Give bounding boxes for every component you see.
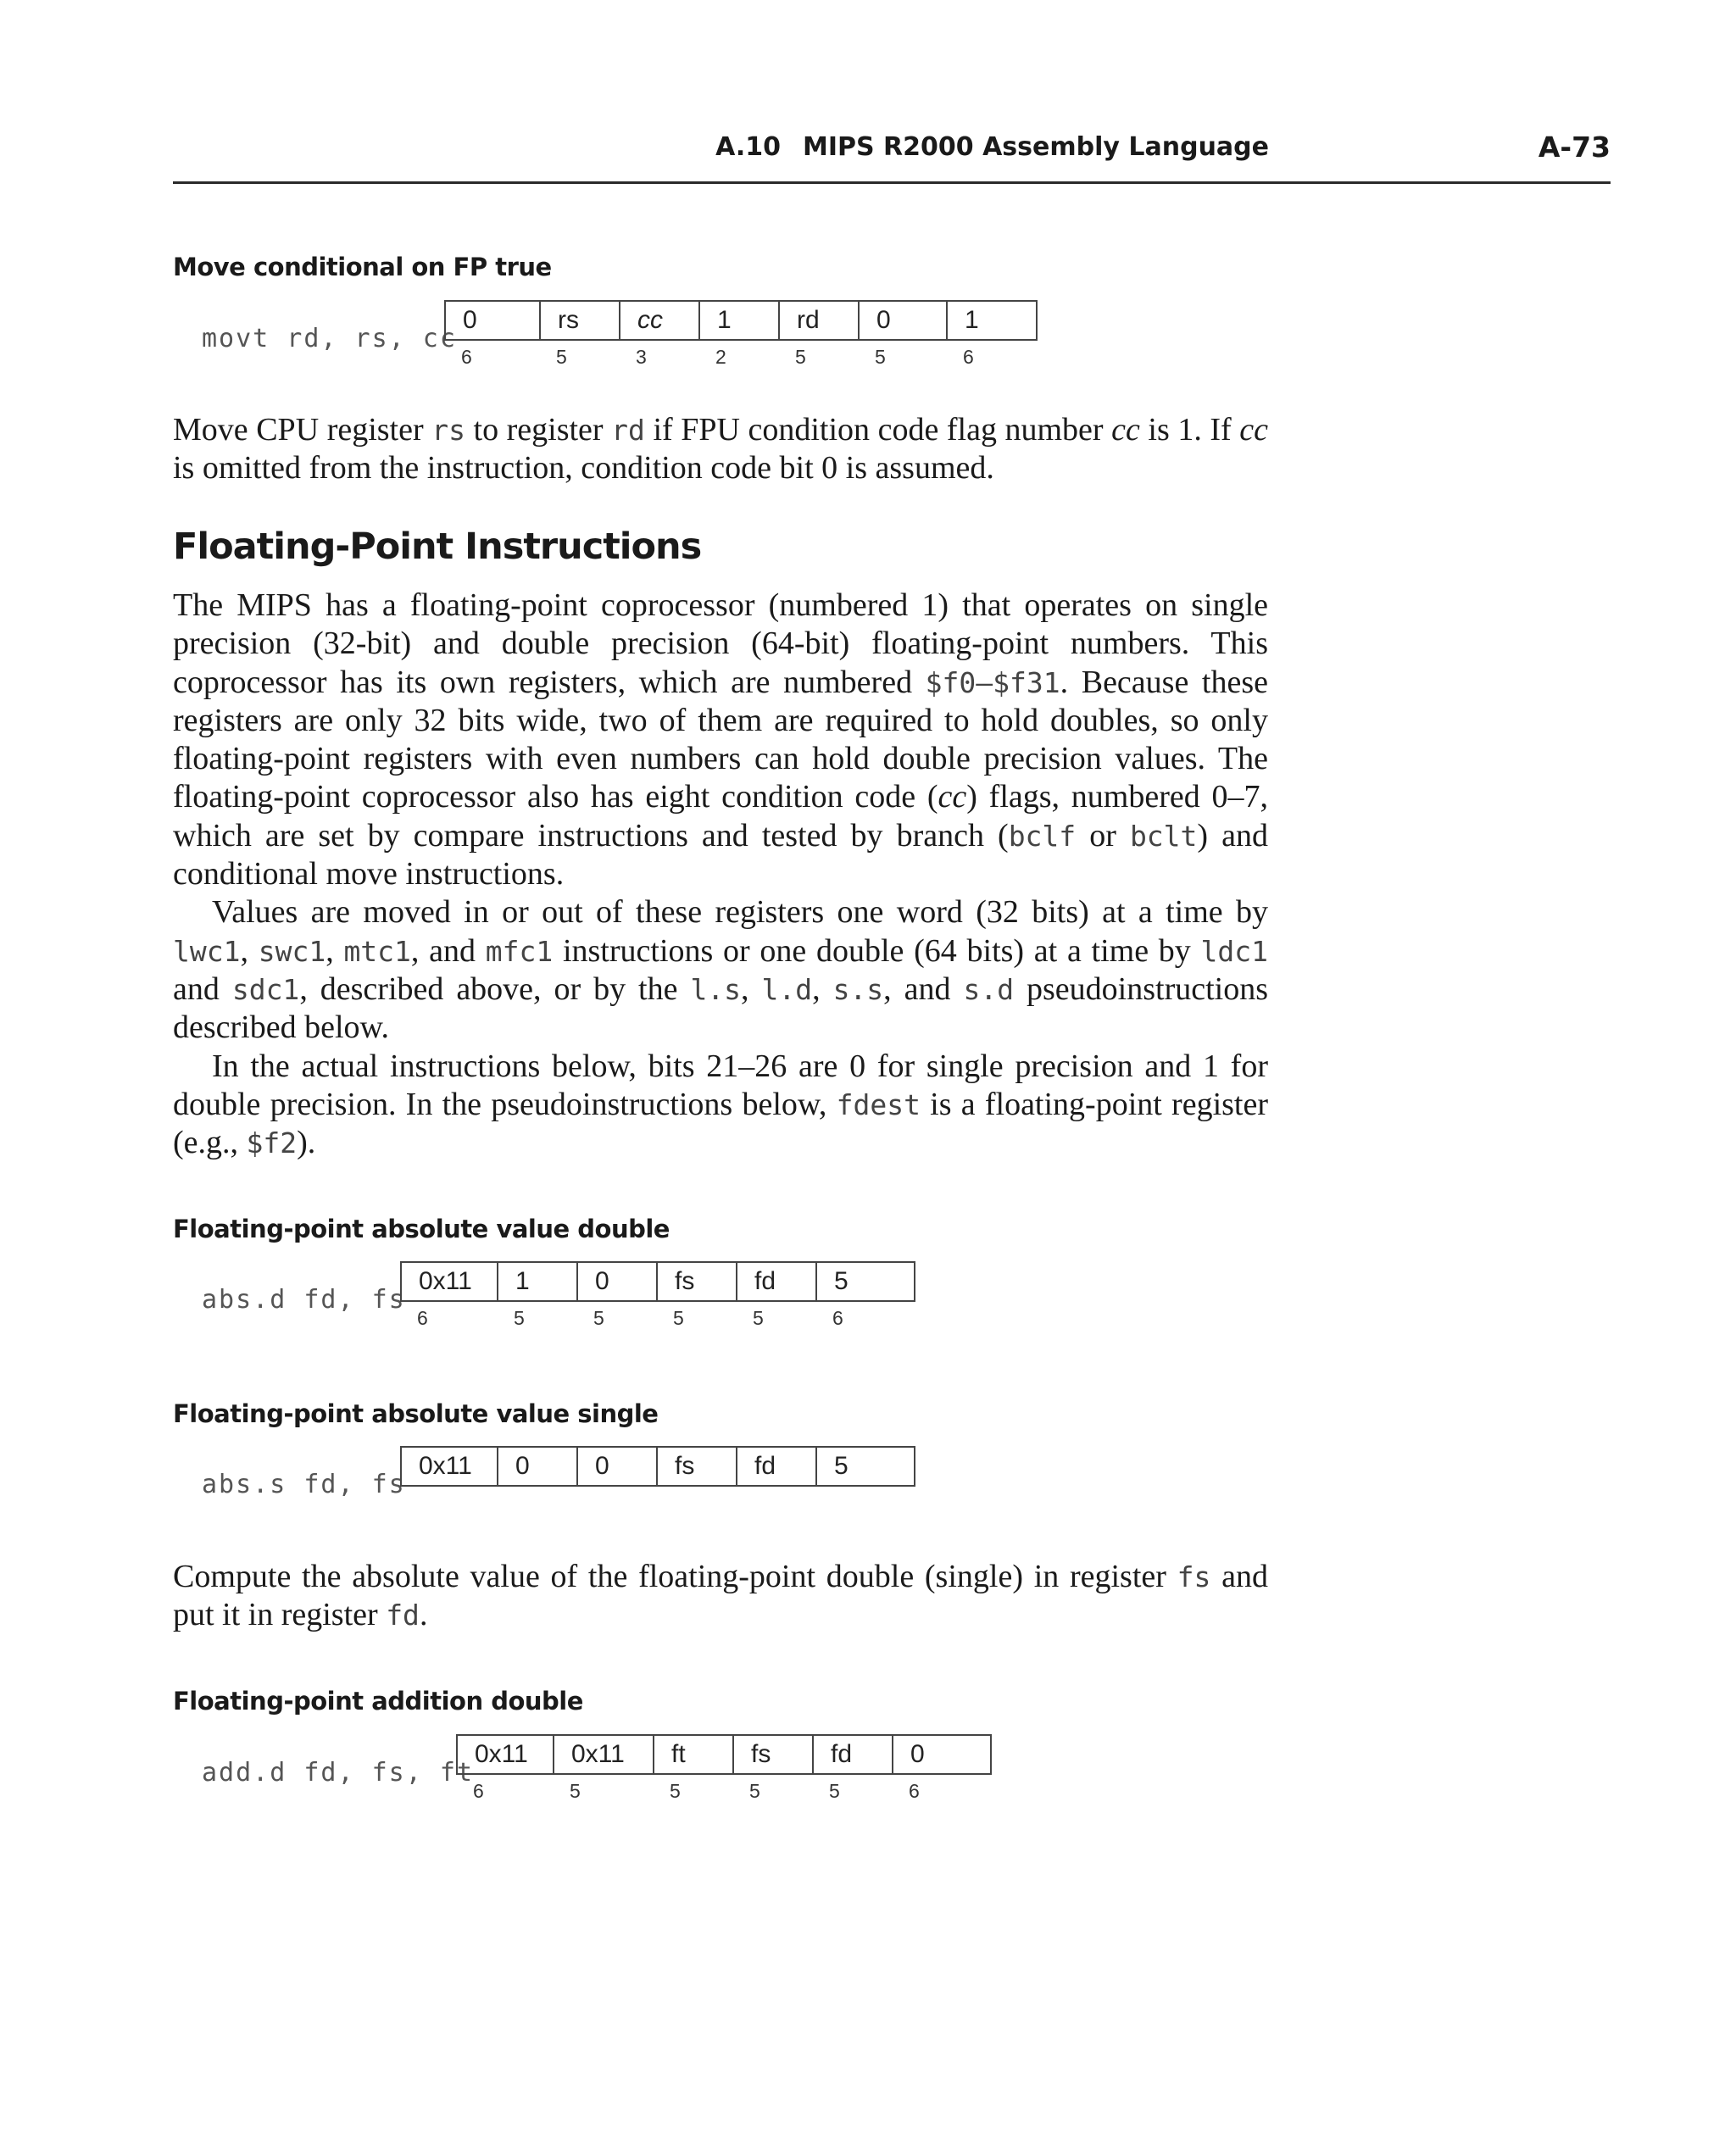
bit-width: 5	[556, 346, 567, 368]
bit-width: 5	[753, 1307, 764, 1329]
code: rs	[431, 414, 465, 447]
bit-width: 5	[593, 1307, 604, 1329]
code: mtc1	[343, 934, 411, 968]
movt-encoding	[444, 300, 1038, 369]
abss-title: Floating-point absolute value single	[173, 1399, 659, 1428]
code: sdc1	[231, 972, 300, 1006]
code: l.s	[690, 972, 742, 1006]
addd-title: Floating-point addition double	[173, 1687, 583, 1716]
text: to register	[465, 412, 612, 448]
field: fd	[814, 1736, 893, 1773]
text: ,	[240, 932, 259, 969]
field: 5	[834, 1267, 849, 1295]
field: 0x11	[402, 1448, 498, 1485]
text: ) and conditional move instructions.	[173, 817, 1268, 893]
addd-bit-widths	[456, 1775, 992, 1803]
bit-width: 5	[570, 1780, 581, 1802]
text: Move CPU register	[173, 412, 432, 448]
text: .	[419, 1597, 428, 1633]
bit-width: 5	[514, 1307, 525, 1329]
absd-title: Floating-point absolute value double	[173, 1215, 670, 1243]
absd-fields	[400, 1261, 915, 1302]
text: Compute the absolute value of the floating-point double (single) in register	[173, 1559, 1177, 1594]
text: or	[1076, 817, 1130, 854]
field: 0	[578, 1263, 658, 1300]
addd-encoding	[456, 1734, 992, 1803]
text: In the actual instructions below, bits 21–26 are 0 for single precision and 1 for double precision. In the pseudoinstructions below,	[173, 1048, 1268, 1122]
text: is 1. If	[1139, 412, 1240, 448]
code: mfc1	[485, 934, 554, 968]
text: , and	[410, 932, 486, 969]
section-heading: Floating-Point Instructions	[173, 526, 702, 568]
field: fs	[658, 1263, 737, 1300]
running-header-section	[715, 132, 1269, 162]
section-number: A.10	[715, 132, 781, 162]
code: lwc1	[173, 934, 241, 968]
movt-syntax: movt rd, rs, cc	[202, 324, 457, 353]
field: 0	[910, 1740, 925, 1768]
text: . Because these registers are only 32 bits wide, two of them are required to hold doubles, so only floating-point registers with even numbers can hold double precision values. The floating-point coprocessor also has eight condition code (	[173, 664, 1268, 815]
abss-fields	[400, 1446, 915, 1487]
bit-width: 5	[795, 346, 806, 368]
bit-width: 5	[829, 1780, 840, 1802]
code: bclt	[1129, 819, 1198, 853]
text: is omitted from the instruction, condition code bit 0 is assumed.	[173, 450, 994, 487]
bit-width: 6	[417, 1307, 428, 1329]
bit-width: 2	[715, 346, 726, 368]
addd-syntax: add.d fd, fs, ft	[202, 1758, 474, 1788]
addd-fields	[456, 1734, 992, 1775]
code: s.s	[832, 972, 884, 1006]
absd-syntax: abs.d fd, fs	[202, 1285, 406, 1315]
text: , described above, or by the	[299, 970, 691, 1007]
field: rs	[541, 302, 620, 339]
code: fd	[386, 1599, 420, 1632]
bit-width: 5	[749, 1780, 760, 1802]
bit-width: 5	[673, 1307, 684, 1329]
field: 1	[498, 1263, 578, 1300]
section-title: MIPS R2000 Assembly Language	[802, 132, 1269, 162]
text: , and	[883, 970, 964, 1007]
text: is a floating-point register (e.g.,	[173, 1086, 1269, 1161]
movt-title: Move conditional on FP true	[173, 253, 552, 281]
text: Values are moved in or out of these registers one word (32 bits) at a time by	[212, 894, 1268, 931]
field: 0x11	[458, 1736, 554, 1773]
text: pseudoinstructions described below.	[173, 970, 1268, 1046]
code: s.d	[963, 972, 1015, 1006]
text: The MIPS has a floating-point coprocessor (numbered 1) that operates on single precision (32-bit) and double precision (64-bit) floating-point numbers. This coprocessor has its own registers, which are numbered	[173, 587, 1268, 700]
field: 5	[834, 1452, 849, 1480]
code: ldc1	[1200, 934, 1269, 968]
text: and put it in register	[173, 1559, 1268, 1633]
movt-description	[173, 411, 1268, 488]
emphasis: cc	[938, 779, 967, 815]
field: 1	[700, 302, 780, 339]
field: 0	[860, 302, 948, 339]
movt-bit-widths	[444, 341, 1038, 369]
bit-width: 6	[963, 346, 974, 368]
absd-encoding	[400, 1261, 915, 1330]
text: ,	[326, 932, 344, 969]
field: 0x11	[554, 1736, 654, 1773]
bit-width: 6	[473, 1780, 484, 1802]
field: 0	[498, 1448, 578, 1485]
code: swc1	[258, 934, 326, 968]
bit-width: 6	[832, 1307, 843, 1329]
bit-width: 6	[909, 1780, 920, 1802]
abss-encoding	[400, 1446, 915, 1487]
page-number: A-73	[1538, 131, 1611, 164]
field: fd	[737, 1448, 817, 1485]
code: fs	[1177, 1560, 1211, 1593]
text: ,	[812, 970, 833, 1007]
field: 0x11	[402, 1263, 498, 1300]
text: ) flags, numbered 0–7, which are set by compare instructions and tested by branch (	[173, 779, 1268, 854]
code: $f0–$f31	[925, 665, 1060, 699]
running-header	[173, 127, 1611, 184]
code: l.d	[761, 972, 813, 1006]
code: $f2	[246, 1126, 298, 1160]
bit-width: 6	[461, 346, 472, 368]
text: ).	[297, 1125, 316, 1161]
field: fs	[734, 1736, 814, 1773]
text: if FPU condition code flag number	[644, 412, 1112, 448]
absd-bit-widths	[400, 1302, 915, 1330]
field: fd	[737, 1263, 817, 1300]
bit-width: 5	[875, 346, 886, 368]
field: 1	[965, 306, 979, 334]
field: fs	[658, 1448, 737, 1485]
code: bclf	[1008, 819, 1077, 853]
text: and	[173, 970, 232, 1007]
field: 0	[446, 302, 541, 339]
fp-intro-paragraph	[173, 587, 1268, 1162]
code: rd	[611, 414, 645, 447]
emphasis: cc	[1239, 412, 1268, 448]
bit-width: 5	[670, 1780, 681, 1802]
abs-description	[173, 1558, 1268, 1635]
text: instructions or one double (64 bits) at a time by	[553, 932, 1201, 969]
field: 0	[578, 1448, 658, 1485]
code: fdest	[836, 1087, 921, 1121]
field: ft	[654, 1736, 734, 1773]
text: ,	[741, 970, 762, 1007]
emphasis: cc	[1111, 412, 1140, 448]
field: rd	[780, 302, 860, 339]
movt-fields	[444, 300, 1038, 341]
field: cc	[620, 302, 700, 339]
bit-width: 3	[636, 346, 647, 368]
abss-syntax: abs.s fd, fs	[202, 1470, 406, 1499]
